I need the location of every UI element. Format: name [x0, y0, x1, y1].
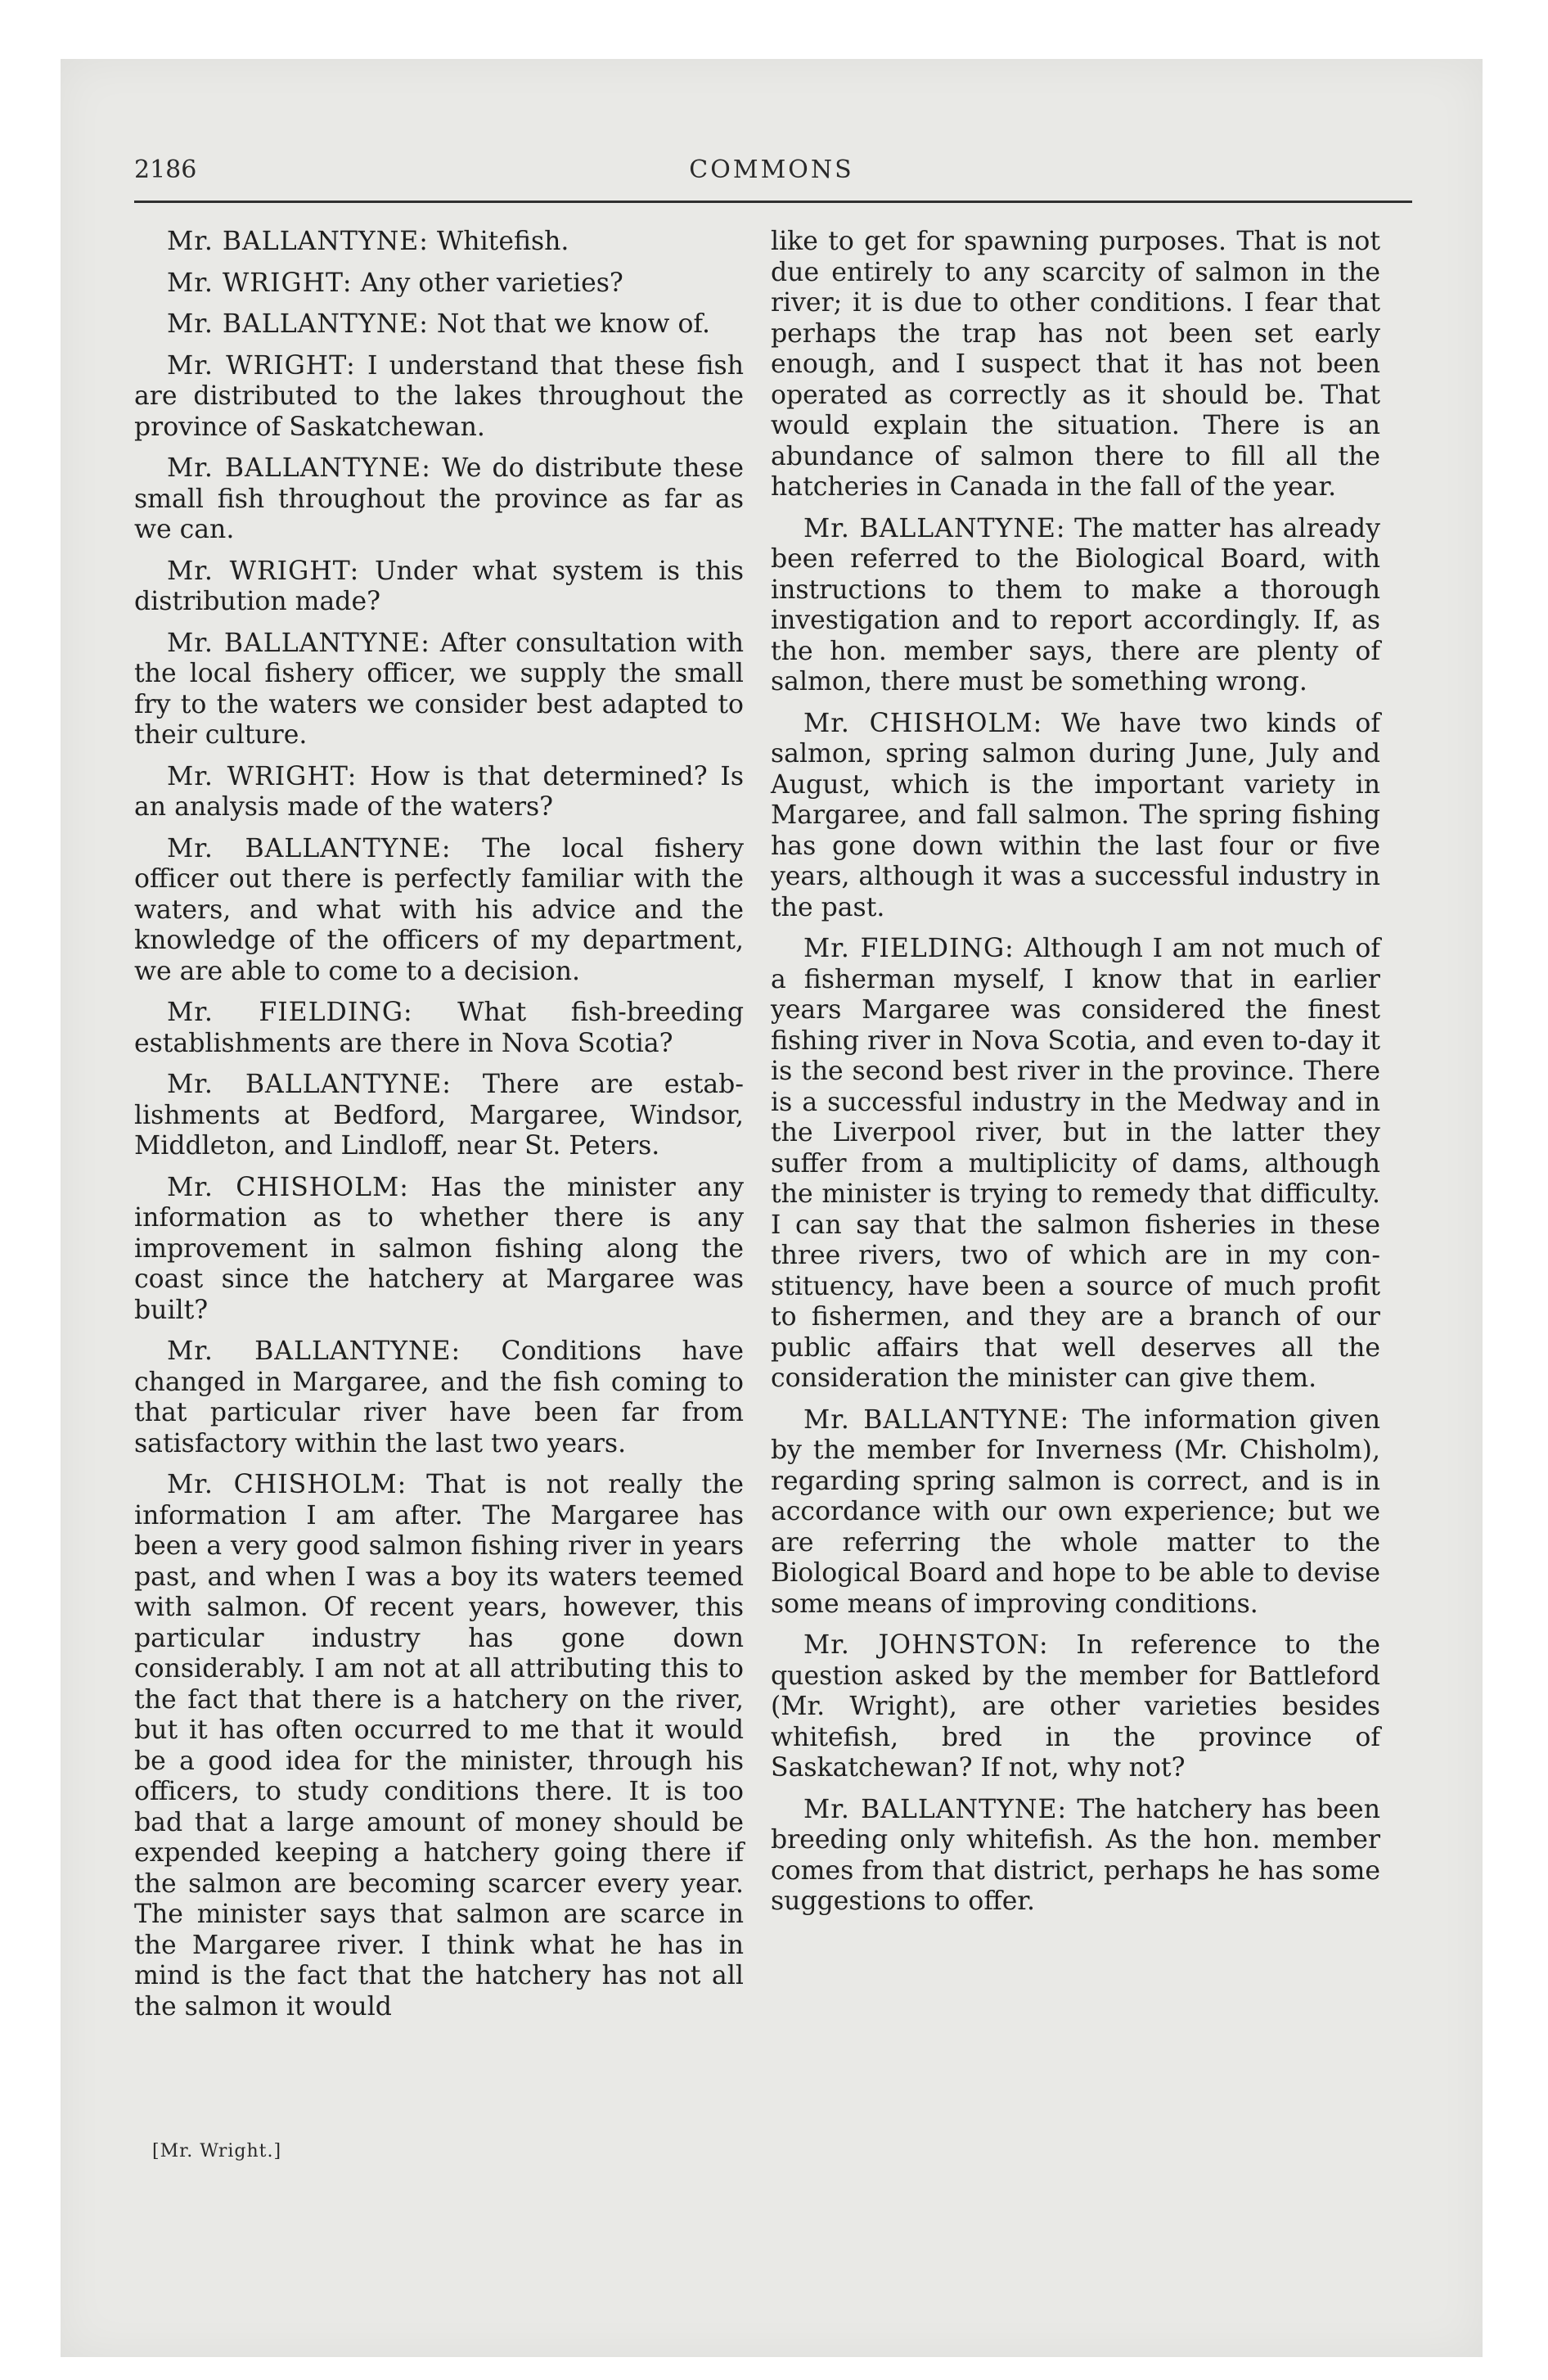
speaker: Mr. BALLANTYNE: [167, 628, 430, 658]
speech-paragraph [134, 351, 744, 444]
speaker: Mr. BALLANTYNE: [167, 309, 429, 339]
scanned-page [61, 59, 1483, 2357]
page-header [61, 59, 1483, 223]
speech-text: Conditions have changed in Margaree, and the fish coming to that particular river have been far from satisfactory within the last two years. [134, 1336, 744, 1458]
speech-text: Whitefish. [436, 227, 569, 256]
speech-paragraph [134, 1470, 744, 2022]
speaker: Mr. BALLANTYNE: [803, 1404, 1070, 1435]
header-rule [134, 201, 1412, 203]
speech-text: I understand that these fish are distributed to the lakes throughout the province of Saskatchewan. [134, 350, 744, 442]
speech-paragraph [771, 514, 1380, 698]
speech-paragraph [134, 309, 744, 340]
speech-text: There are establishments at Bedford, Margaree, Windsor, Middleton, and Lindloff, near St. Peters. [134, 1070, 744, 1161]
speech-paragraph [134, 998, 744, 1059]
speaker: Mr. WRIGHT: [167, 556, 360, 586]
speech-paragraph [134, 629, 744, 751]
speech-paragraph [134, 227, 744, 258]
speech-paragraph [134, 557, 744, 618]
speaker-footnote: [Mr. Wright.] [152, 2141, 282, 2161]
speech-text: The matter has already been referred to the Biological Board, with instructions to them to make a thorough investigation and to report accordingly. If, as the hon. member says, there are plenty of salmon, there must be something wrong. [771, 513, 1381, 696]
speech-paragraph [771, 934, 1380, 1395]
speech-text: In reference to the question asked by the member for Battleford (Mr. Wright), are other varieties besides whitefish, bred in the province of Saskatchewan? If not, why not? [771, 1630, 1380, 1783]
speech-paragraph [134, 1173, 744, 1327]
speaker: Mr. BALLANTYNE: [803, 1794, 1068, 1824]
speech-paragraph [771, 1405, 1380, 1620]
page-number: 2186 [134, 156, 197, 184]
running-title: COMMONS [689, 156, 854, 184]
speech-text: The local fishery officer out there is perfectly familiar with the waters, and what with his advice and the knowledge of the officers of my department, we are able to come to a decision. [134, 833, 744, 986]
speech-paragraph [134, 453, 744, 546]
speech-text: The information given by the member for Inverness (Mr. Chisholm), regarding spring salmon is correct, and is in accordance with our own experience; but we are referring the whole matter to the Biological Board and hope to be able to devise some means of improving conditions. [771, 1404, 1380, 1619]
speaker: Mr. BALLANTYNE: [167, 227, 429, 256]
speaker: Mr. BALLANTYNE: [167, 1336, 461, 1366]
speech-paragraph [771, 709, 1380, 924]
speech-text: We do distribute these small fish throughout the province as far as we can. [134, 453, 744, 544]
speech-text: How is that determined? Is an analysis made of the waters? [134, 761, 744, 822]
speaker: Mr. FIELDING: [167, 998, 413, 1027]
speaker: Mr. BALLANTYNE: [803, 513, 1066, 543]
speaker: Mr. CHISHOLM: [167, 1470, 407, 1499]
speaker: Mr. WRIGHT: [167, 268, 353, 298]
speech-paragraph [771, 1630, 1380, 1784]
speaker: Mr. CHISHOLM: [167, 1172, 409, 1202]
speech-text: That is not really the information I am after. The Margaree has been a very good salmon fishing river in years past, and when I was a boy its waters teemed with salmon. Of recent years, however, this particular industry has gone down considerably. I am not at all attributing this to the fact that there is a hatchery on the river, but it has often occurred to me that it would be a good idea for the minister, through his officers, to study conditions there. It is too bad that a large amount of money should be expended keeping a hatchery going there if the salmon are becoming scarcer every year. The minister says that salmon are scarce in the Margaree river. I think what he has in mind is the fact that the hatchery has not all the salmon it would [134, 1470, 744, 2022]
speech-paragraph [771, 1795, 1380, 1918]
speech-text: like to get for spawning purposes. That is not due entirely to any scarcity of salmon in the river; it is due to other conditions. I fear that perhaps the trap has not been set early enough, and I suspect that it has not been operated as correctly as it should be. That would explain the situation. There is an abundance of salmon there to fill all the hatcheries in Canada in the fall of the year. [771, 227, 1380, 502]
speaker: Mr. BALLANTYNE: [167, 833, 452, 863]
speaker: Mr. CHISHOLM: [803, 708, 1043, 738]
speaker: Mr. FIELDING: [803, 934, 1015, 963]
speaker: Mr. BALLANTYNE: [167, 1070, 452, 1099]
speech-paragraph [771, 227, 1380, 503]
speech-paragraph [134, 1070, 744, 1162]
speech-text: Any other varieties? [360, 268, 623, 298]
speech-text: We have two kinds of salmon, spring salmon during June, July and August, which is the important variety in Margaree, and fall salmon. The spring fishing has gone down within the last four or five years, although it was a successful industry in the past. [771, 708, 1380, 922]
speech-paragraph [134, 762, 744, 823]
speaker: Mr. WRIGHT: [167, 350, 356, 381]
speaker: Mr. WRIGHT: [167, 761, 358, 791]
right-column [771, 227, 1380, 1928]
speech-paragraph [134, 1336, 744, 1459]
speech-text: Not that we know of. [436, 309, 710, 339]
speech-paragraph [134, 834, 744, 988]
speech-text: What fish-breeding establishments are there in Nova Scotia? [134, 998, 745, 1058]
speaker: Mr. JOHNSTON: [803, 1630, 1049, 1660]
speech-paragraph [134, 268, 744, 300]
speaker: Mr. BALLANTYNE: [167, 453, 431, 483]
speech-text: After consultation with the local fishery officer, we supply the small fry to the waters we consider best adapted to their culture. [134, 628, 744, 750]
speech-text: The hatchery has been breeding only whitefish. As the hon. member comes from that district, perhaps he has some suggestions to offer. [771, 1794, 1380, 1916]
speech-text: Under what system is this distribution made? [134, 556, 744, 616]
speech-text: Although I am not much of a fisherman myself, I know that in earlier years Margaree was considered the finest fishing river in Nova Scotia, and even to-day it is the second best river in the province. There is a successful industry in the Medway and in the Liverpool river, but in the latter they suffer from a multiplicity of dams, although the minister is trying to remedy that difficulty. I can say that the salmon fisheries in these three rivers, two of which are in my constituency, have been a source of much profit to fishermen, and they are a branch of our public affairs that well deserves all the consideration the minister can give them. [771, 934, 1380, 1393]
speech-text: Has the minister any information as to whether there is any improvement in salmon fishing along the coast since the hatchery at Margaree was built? [134, 1172, 744, 1325]
left-column [134, 227, 744, 2033]
